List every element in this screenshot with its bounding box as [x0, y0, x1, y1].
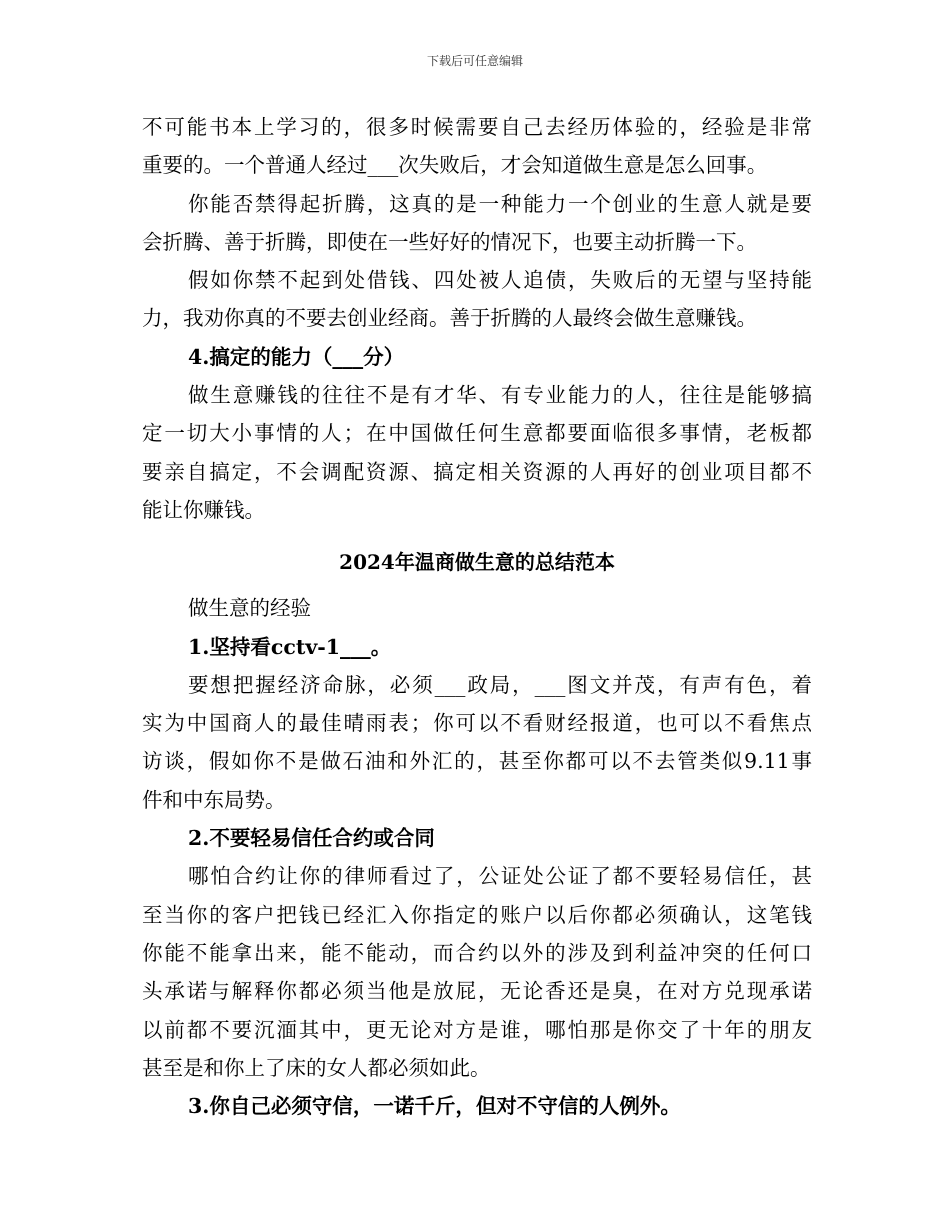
header-note: 下载后可任意编辑 — [426, 54, 523, 68]
section-heading: 4.搞定的能力（___分） — [188, 344, 405, 369]
paragraph-line: 假如你禁不起到处借钱、四处被人追债，失败后的无望与坚持能 — [188, 268, 812, 293]
paragraph-line: 实为中国商人的最佳晴雨表；你可以不看财经报道，也可以不看焦点 — [142, 711, 812, 736]
paragraph-line: 重要的。一个普通人经过___次失败后，才会知道做生意是怎么回事。 — [142, 153, 768, 178]
paragraph-line: 定一切大小事情的人；在中国做任何生意都要面临很多事情，老板都 — [142, 421, 812, 446]
paragraph-line: 头承诺与解释你都必须当他是放屁，无论香还是臭，在对方兑现承诺 — [142, 979, 812, 1004]
paragraph-line: 你能否禁得起折腾，这真的是一种能力一个创业的生意人就是要 — [188, 191, 812, 216]
document-title: 2024年温商做生意的总结范本 — [339, 550, 615, 575]
paragraph-line: 要想把握经济命脉，必须___政局，___图文并茂，有声有色，着 — [188, 672, 812, 697]
paragraph-line: 你能不能拿出来，能不能动，而合约以外的涉及到利益冲突的任何口 — [142, 940, 812, 965]
paragraph-line: 以前都不要沉湎其中，更无论对方是谁，哪怕那是你交了十年的朋友 — [142, 1017, 812, 1042]
section-heading: 2.不要轻易信任合约或合同 — [188, 826, 435, 851]
paragraph-line: 能让你赚钱。 — [142, 497, 265, 522]
paragraph-line: 要亲自搞定，不会调配资源、搞定相关资源的人再好的创业项目都不 — [142, 459, 812, 484]
paragraph-line: 力，我劝你真的不要去创业经商。善于折腾的人最终会做生意赚钱。 — [142, 306, 757, 331]
paragraph-line: 至当你的客户把钱已经汇入你指定的账户以后你都必须确认，这笔钱 — [142, 902, 812, 927]
paragraph-line: 做生意的经验 — [188, 596, 311, 621]
paragraph-line: 会折腾、善于折腾，即使在一些好好的情况下，也要主动折腾一下。 — [142, 229, 757, 254]
paragraph-line: 访谈，假如你不是做石油和外汇的，甚至你都可以不去管类似9.11事 — [142, 749, 812, 774]
paragraph-line: 哪怕合约让你的律师看过了，公证处公证了都不要轻易信任，甚 — [188, 864, 812, 889]
paragraph-line: 不可能书本上学习的，很多时候需要自己去经历体验的，经验是非常 — [142, 115, 812, 139]
section-heading: 1.坚持看cctv-1___。 — [188, 634, 392, 659]
paragraph-line: 做生意赚钱的往往不是有才华、有专业能力的人，往往是能够搞 — [188, 383, 812, 408]
paragraph-line: 甚至是和你上了床的女人都必须如此。 — [142, 1055, 491, 1080]
section-heading: 3.你自己必须守信，一诺千斤，但对不守信的人例外。 — [188, 1094, 681, 1119]
document-body — [142, 108, 812, 1125]
paragraph-line: 件和中东局势。 — [142, 787, 286, 812]
